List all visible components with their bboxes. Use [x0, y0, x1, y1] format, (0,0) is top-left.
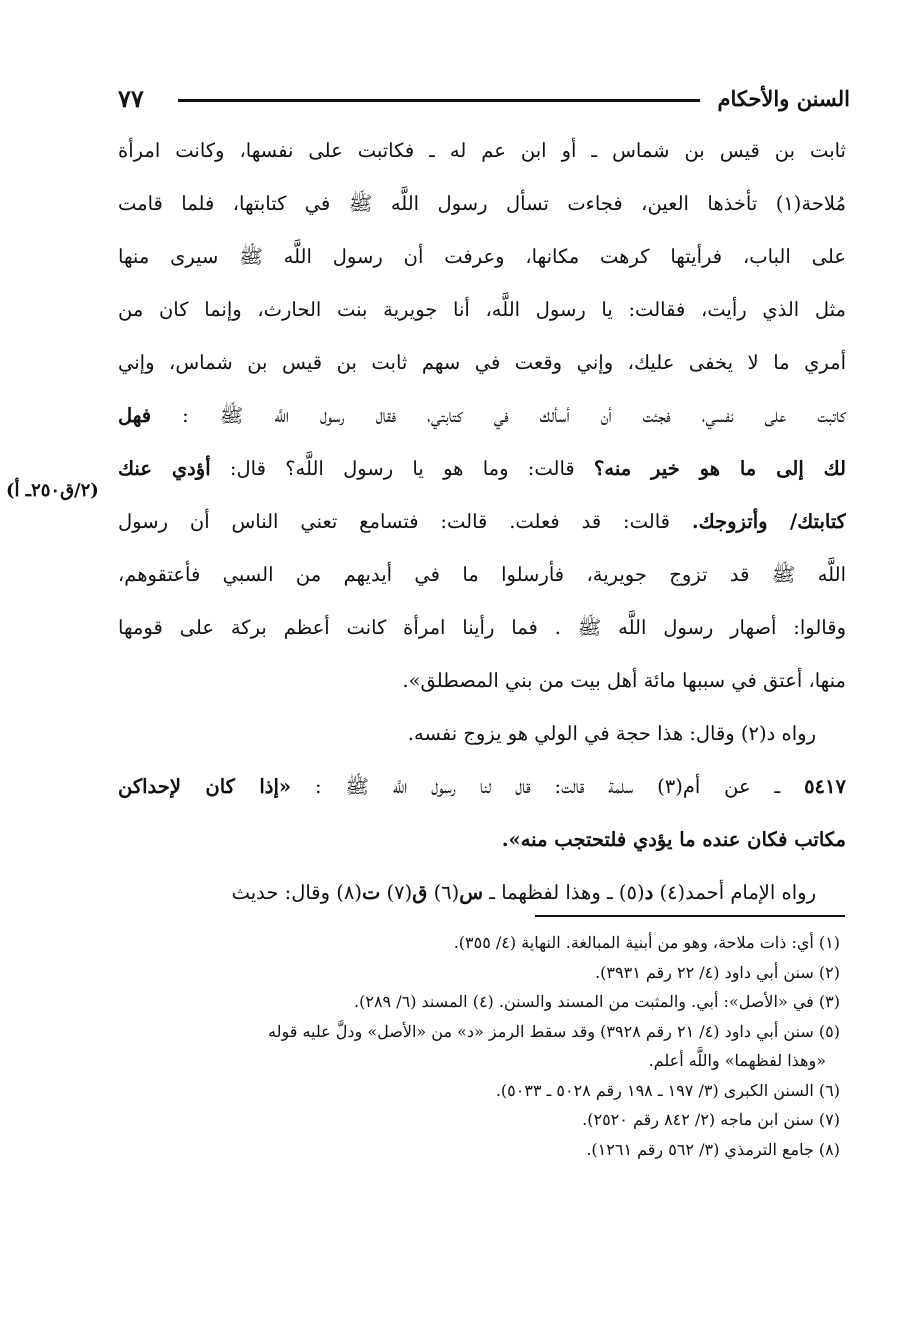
- footnote-6: (٦) السنن الكبرى (٣/ ١٩٧ ـ ١٩٨ رقم ٥٠٢٨ ـ ٥٠٣٣).: [495, 1080, 840, 1100]
- hadith-quote: لك إلى ما هو خير منه؟: [594, 457, 846, 480]
- text-segment: رواه الإمام أحمد(٤): [659, 881, 816, 904]
- text-line-14: مكاتب فكان عنده ما يؤدي فلتحتجب منه».: [501, 828, 846, 851]
- hadith-quote: كتابتك/ وأتزوجك.: [691, 510, 846, 533]
- page-number: ٧٧: [118, 84, 144, 113]
- text-line-3: على الباب، فرأيتها كرهت مكانها، وعرفت أن رسول اللَّه ﷺ سيرى منها: [118, 245, 846, 268]
- text-line-1: ثابت بن قيس بن شماس ـ أو ابن عم له ـ فكاتبت على نفسها، وكانت امرأة: [118, 139, 846, 162]
- footnote-1: (١) أي: ذات ملاحة، وهو من أبنية المبالغة. النهاية (٤/ ٣٥٥).: [453, 933, 840, 952]
- hadith-number: ٥٤١٧: [804, 775, 846, 798]
- text-line-4: مثل الذي رأيت، فقالت: يا رسول اللَّه، أنا جويرية بنت الحارث، وإنما كان من: [118, 298, 846, 321]
- text-line-12: رواه د(٢) وقال: هذا حجة في الولي هو يزوج نفسه.: [407, 722, 816, 745]
- text-line-10: وقالوا: أصهار رسول اللَّه ﷺ . فما رأينا امرأة كانت أعظم بركة على قومها: [118, 616, 846, 639]
- footnote-3-4: (٣) في «الأصل»: أبي. والمثبت من المسند والسنن. (٤) المسند (٦/ ٢٨٩).: [354, 992, 840, 1011]
- text-line-13: [118, 760, 846, 813]
- footnote-8: (٨) جامع الترمذي (٣/ ٥٦٢ رقم ١٢٦١).: [586, 1139, 840, 1159]
- text-segment: (٨) وقال: حديث: [231, 881, 362, 904]
- text-line-6: [118, 389, 846, 442]
- hadith-quote: «إذا كان لإحداكن: [118, 775, 292, 798]
- source-symbol-d: د: [644, 881, 654, 904]
- text-line-11: منها، أعتق في سببها مائة أهل بيت من بني المصطلق».: [402, 669, 846, 692]
- footnotes: [100, 928, 840, 1164]
- hadith-quote: أؤدي عنك: [118, 457, 211, 480]
- hadith-quote: فهل: [118, 404, 152, 427]
- source-symbol-q: ق: [412, 881, 428, 904]
- footnote-7: (٧) سنن ابن ماجه (٢/ ٨٤٢ رقم ٢٥٢٠).: [582, 1110, 840, 1129]
- page-header: [118, 86, 850, 120]
- manuscript-folio-note: (٢/ق٢٥٠ـ أ): [6, 480, 99, 501]
- text-line-5: أمري ما لا يخفى عليك، وإني وقعت في سهم ثابت بن قيس بن شماس، وإني: [118, 351, 846, 374]
- running-title: السنن والأحكام: [717, 86, 850, 111]
- source-symbol-t: ت: [361, 881, 381, 904]
- text-segment: ـ عن أم(٣) سلمة قالت: قال لنا رسول اللَّه ﷺ :: [314, 775, 781, 798]
- text-segment: (٥) ـ وهذا لفظهما ـ: [489, 881, 645, 904]
- header-rule: [178, 99, 700, 102]
- source-symbol-s: س: [459, 881, 484, 904]
- text-line-8: [118, 495, 846, 548]
- text-line-15: [118, 866, 846, 919]
- footnote-2: (٢) سنن أبي داود (٤/ ٢٢ رقم ٣٩٣١).: [595, 962, 840, 982]
- text-segment: (٦): [433, 881, 460, 904]
- text-line-7: [118, 442, 846, 495]
- text-segment: قالت: قد فعلت. قالت: فتسامع تعني الناس أن رسول: [118, 510, 670, 533]
- text-line-2: مُلاحة(١) تأخذها العين، فجاءت تسأل رسول اللَّه ﷺ في كتابتها، فلما قامت: [118, 192, 846, 215]
- main-text: [118, 124, 846, 919]
- footnote-5: (٥) سنن أبي داود (٤/ ٢١ رقم ٣٩٢٨) وقد سقط الرمز «د» من «الأصل» ودلَّ عليه قوله: [267, 1021, 840, 1041]
- text-segment: (٧): [386, 881, 413, 904]
- text-segment: كاتبت على نفسي، فجئت أن أسألك في كتابتي، فقال رسول اللَّه ﷺ :: [182, 404, 846, 427]
- footnote-5-continued: «وهذا لفظهما» واللَّه أعلم.: [648, 1051, 826, 1070]
- footnote-rule: [535, 915, 845, 917]
- text-segment: قالت: وما هو يا رسول اللَّه؟ قال:: [229, 457, 575, 480]
- text-line-9: اللَّه ﷺ قد تزوج جويرية، فأرسلوا ما في أيديهم من السبي فأعتقوهم،: [118, 563, 846, 586]
